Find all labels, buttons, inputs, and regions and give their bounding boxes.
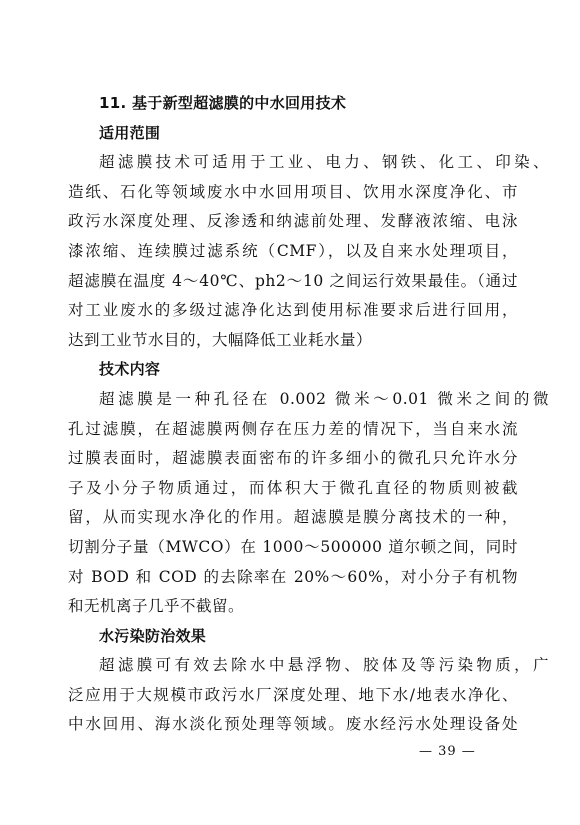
- paragraph-line: 孔过滤膜，在超滤膜两侧存在压力差的情况下，当自来水流: [68, 419, 518, 438]
- paragraph-line: 超滤膜在温度 4～40℃、ph2～10 之间运行效果最佳。（通过: [68, 271, 518, 290]
- paragraph-line: 超滤膜是一种孔径在 0.002 微米～0.01 微米之间的微: [99, 389, 549, 408]
- section-heading-pollution-control: 水污染防治效果: [99, 626, 207, 645]
- section-title: 11. 基于新型超滤膜的中水回用技术: [99, 94, 347, 112]
- paragraph-line: 留，从而实现水净化的作用。超滤膜是膜分离技术的一种，: [68, 508, 518, 527]
- page-number: — 39 —: [419, 744, 476, 759]
- paragraph-line: 漆浓缩、连续膜过滤系统（CMF），以及自来水处理项目，: [68, 241, 518, 260]
- paragraph-line: 政污水深度处理、反渗透和纳滤前处理、发酵液浓缩、电泳: [68, 212, 518, 231]
- paragraph-line: 中水回用、海水淡化预处理等领域。废水经污水处理设备处: [68, 715, 518, 734]
- paragraph-line: 超滤膜可有效去除水中悬浮物、胶体及等污染物质，广: [99, 656, 549, 675]
- paragraph-line: 切割分子量（MWCO）在 1000～500000 道尔顿之间，同时: [68, 537, 518, 556]
- document-body: [68, 89, 549, 740]
- paragraph-line: 达到工业节水目的，大幅降低工业耗水量）: [68, 330, 373, 349]
- paragraph-line: 对 BOD 和 COD 的去除率在 20%～60%，对小分子有机物: [68, 567, 518, 586]
- paragraph-line: 对工业废水的多级过滤净化达到使用标准要求后进行回用，: [68, 301, 518, 320]
- paragraph-line: 过膜表面时，超滤膜表面密布的许多细小的微孔只允许水分: [68, 449, 518, 468]
- paragraph-line: 子及小分子物质通过，而体积大于微孔直径的物质则被截: [68, 478, 518, 497]
- section-heading-technology: 技术内容: [99, 360, 161, 379]
- paragraph-line: 超滤膜技术可适用于工业、电力、钢铁、化工、印染、: [99, 153, 549, 172]
- paragraph-line: 造纸、石化等领域废水中水回用项目、饮用水深度净化、市: [68, 182, 518, 201]
- paragraph-line: 泛应用于大规模市政污水厂深度处理、地下水/地表水净化、: [68, 685, 518, 704]
- paragraph-line: 和无机离子几乎不截留。: [68, 597, 245, 616]
- section-heading-scope: 适用范围: [99, 123, 161, 142]
